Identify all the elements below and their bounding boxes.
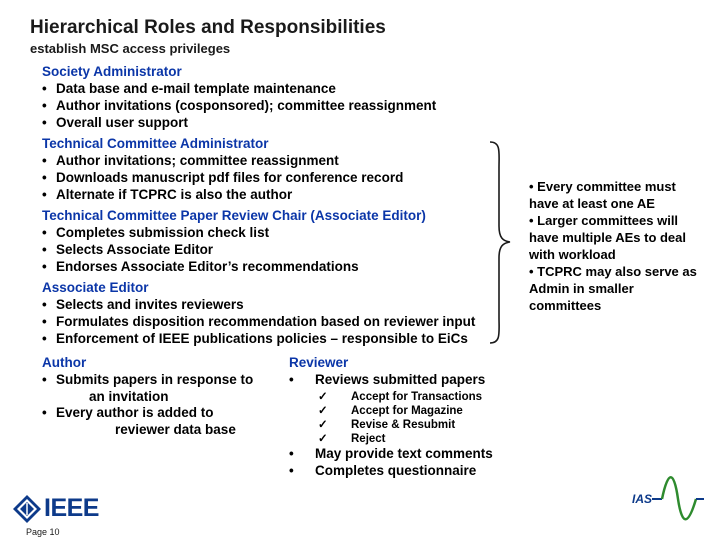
list-item: • Data base and e-mail template maintenance xyxy=(42,81,336,96)
list-item: • Formulates disposition recommendation based on reviewer input xyxy=(42,314,476,329)
section-heading-associate-editor: Associate Editor xyxy=(42,280,149,295)
note-item: • TCPRC may also serve as Admin in smaller committees xyxy=(529,264,697,313)
page-title: Hierarchical Roles and Responsibilities xyxy=(30,17,386,38)
list-item: • Downloads manuscript pdf files for conference record xyxy=(42,170,404,185)
list-item: • Completes submission check list xyxy=(42,225,270,240)
checklist-item: ✓ Reject xyxy=(318,433,386,445)
ieee-logo-text: IEEE xyxy=(44,494,99,522)
list-item: • Overall user support xyxy=(42,115,189,130)
list-item: • Reviews submitted papers xyxy=(289,372,486,387)
list-item: • Alternate if TCPRC is also the author xyxy=(42,187,293,202)
note-item: • Every committee must have at least one AE xyxy=(529,179,676,211)
section-heading-tc-admin: Technical Committee Administrator xyxy=(42,136,269,151)
checklist-item: ✓ Accept for Transactions xyxy=(318,391,483,403)
page-subtitle: establish MSC access privileges xyxy=(30,41,231,56)
ias-logo-text: IAS xyxy=(632,492,653,506)
ieee-diamond-icon xyxy=(12,494,42,524)
curly-brace-icon xyxy=(488,140,514,345)
list-item: • Selects and invites reviewers xyxy=(42,297,244,312)
section-heading-tcprc: Technical Committee Paper Review Chair (Associate Editor) xyxy=(42,208,426,223)
list-item: • Selects Associate Editor xyxy=(42,242,214,257)
checklist-item: ✓ Accept for Magazine xyxy=(318,405,463,417)
page-number: Page 10 xyxy=(26,527,60,537)
checklist-item: ✓ Revise & Resubmit xyxy=(318,419,456,431)
check-icon: ✓ xyxy=(318,433,328,445)
list-item: • Enforcement of IEEE publications policies – responsible to EiCs xyxy=(42,331,468,346)
list-item: • May provide text comments xyxy=(289,446,493,461)
list-item: • Author invitations; committee reassignment xyxy=(42,153,339,168)
committee-notes xyxy=(529,178,709,314)
list-item: • Author invitations (cosponsored); committee reassignment xyxy=(42,98,437,113)
list-item: • Every author is added to xyxy=(42,405,214,420)
check-icon: ✓ xyxy=(318,419,328,431)
section-heading-society-admin: Society Administrator xyxy=(42,64,182,79)
section-heading-reviewer: Reviewer xyxy=(289,355,349,370)
check-icon: ✓ xyxy=(318,391,328,403)
list-item: • Completes questionnaire xyxy=(289,463,477,478)
section-heading-author: Author xyxy=(42,355,87,370)
note-item: • Larger committees will have multiple AEs to deal with workload xyxy=(529,213,687,262)
list-item-continuation: an invitation xyxy=(89,389,169,404)
list-item: • Submits papers in response to xyxy=(42,372,254,387)
ias-wave-icon xyxy=(652,474,704,526)
list-item-continuation: reviewer data base xyxy=(115,422,236,437)
list-item: • Endorses Associate Editor’s recommendations xyxy=(42,259,359,274)
check-icon: ✓ xyxy=(318,405,328,417)
ias-logo xyxy=(632,474,704,526)
